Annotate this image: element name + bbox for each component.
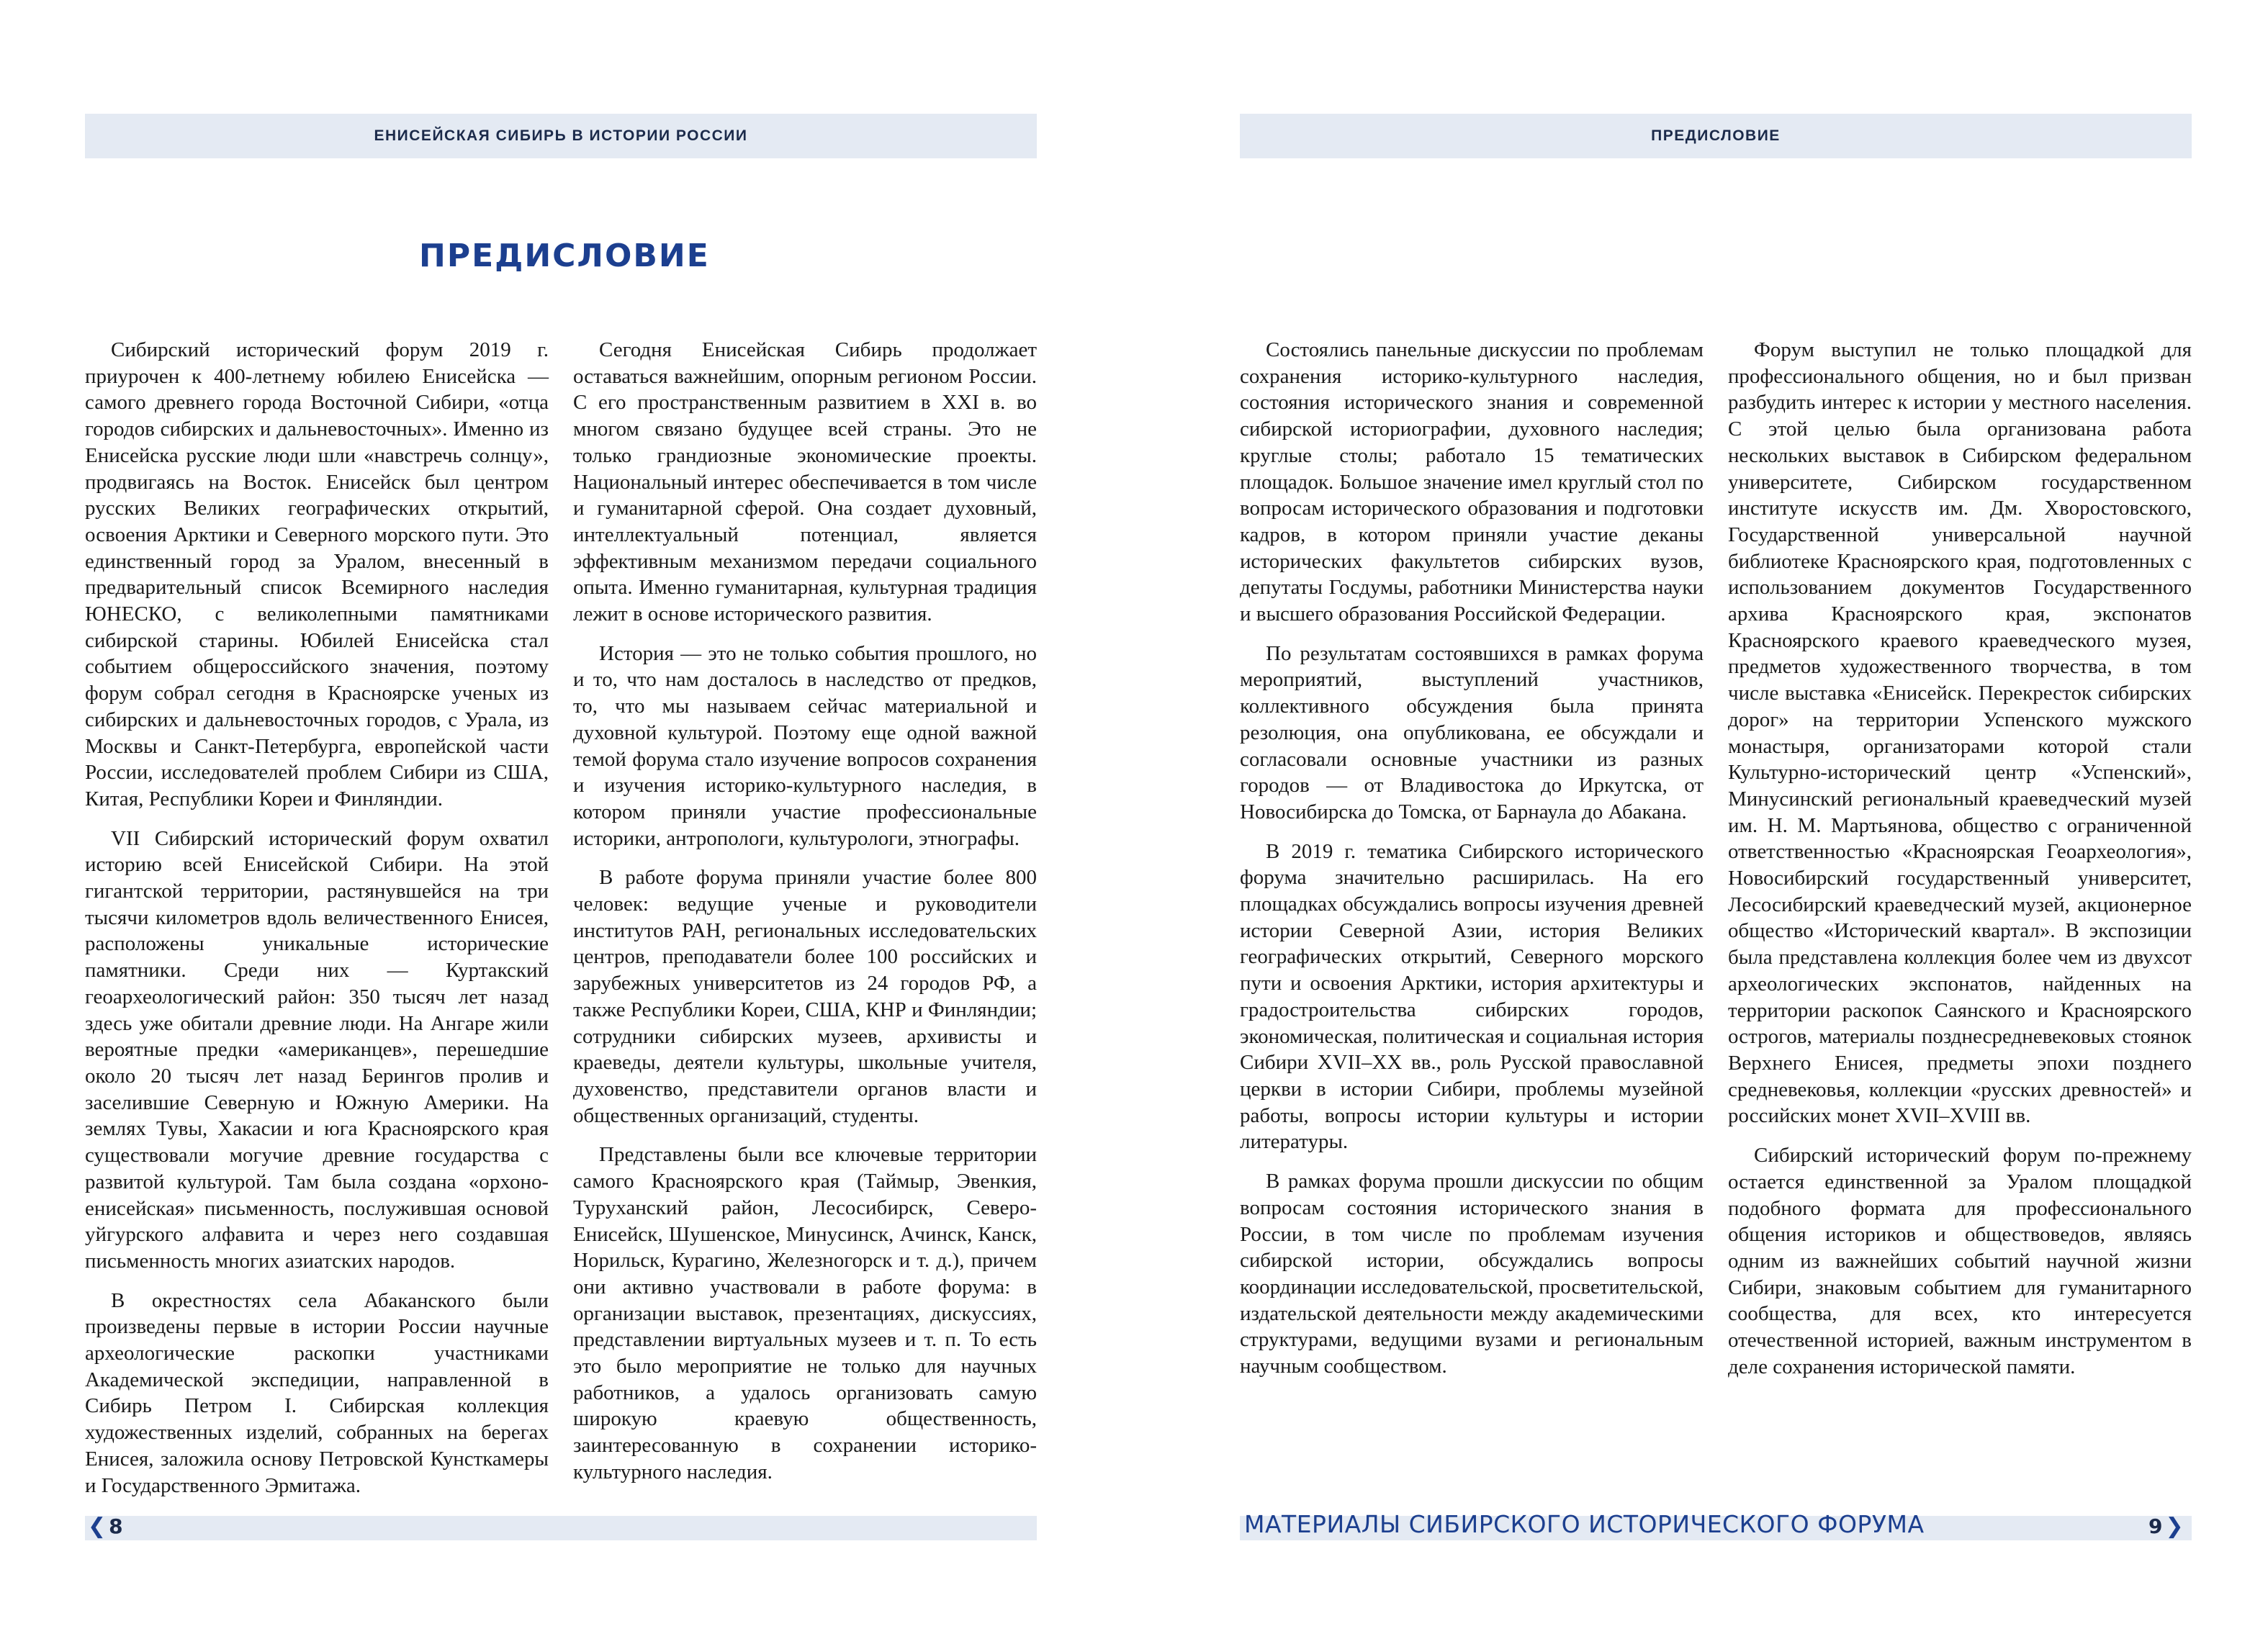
paragraph: Представлены были все ключевые территории самого Красноярского края (Таймыр, Эвенкия, Туруханский район, Лесосибирск, Северо-Енисейск, Шушенское, Минусинск, Ачинск, Канск, Норильск, Курагино, Железногорск и т. д.), причем они активно участвовали в работе форума: в организации выставок, презентациях, дискуссиях, представлении виртуальных музеев и т. п. То есть это было мероприятие не только для научных работников, а удалось организовать самую широкую краевую общественность, заинтересованную в сохранении историко-культурного наследия. xyxy=(573,1143,1037,1483)
paragraph: В окрестностях села Абаканского были произведены первые в истории России научные археологические раскопки участниками Академической экспедиции, направленной в Сибирь Петром I. Сибирская коллекция художественных изделий, собранных на берегах Енисея, заложила основу Петровской Кунсткамеры и Государственного Эрмитажа. xyxy=(85,1288,549,1497)
right-page-number-text: 9 xyxy=(2148,1514,2163,1538)
paragraph: В рамках форума прошли дискуссии по общим вопросам состояния исторического знания в России, в том числе по проблемам изучения сибирской истории, обсуждались вопросы координации исследовательской, просветительской, издательской деятельности между академическими структурами, ведущими вузами и региональным научным сообществом. xyxy=(1240,1170,1704,1378)
right-running-header-text: ПРЕДИСЛОВИЕ xyxy=(1651,127,1781,144)
page-title: ПРЕДИСЛОВИЕ xyxy=(419,238,710,274)
right-running-header xyxy=(1240,114,2192,158)
paragraph: В 2019 г. тематика Сибирского исторического форума значительно расширилась. На его площадках обсуждались вопросы изучения древней истории Северной Азии, история Великих географических открытий, Северного морского пути и освоения Арктики, история архитектуры и градостроительства сибирских городов, экономическая, политическая и социальная история Сибири XVII–XX вв., роль Русской православной церкви в истории Сибири, проблемы музейной работы, вопросы истории культуры и истории литературы. xyxy=(1240,839,1704,1154)
right-page-number xyxy=(2148,1514,2184,1539)
paragraph: VII Сибирский исторический форум охватил историю всей Енисейской Сибири. На этой гигантской территории, растянувшейся на три тысячи километров вдоль величественного Енисея, расположены уникальные исторические памятники. Среди них — Куртакский геоархеологический район: 350 тысяч лет назад здесь уже обитали древние люди. На Ангаре жили вероятные предки «американцев», перешедшие около 20 тысяч лет назад Берингов пролив и заселившие Северную и Южную Америки. На землях Тувы, Хакасии и юга Красноярского края существовали могучие древние государства с развитой культурой. Там была создана «орхоно-енисейская» письменность, послужившая основой уйгурского алфавита и через него создавшая письменность многих азиатских народов. xyxy=(85,826,549,1273)
chevron-right-icon: ❯ xyxy=(2165,1514,2184,1539)
chevron-left-icon: ❮ xyxy=(88,1514,107,1539)
paragraph: История — это не только события прошлого, но и то, что нам досталось в наследство от предков, то, что мы называем сейчас материальной и духовной культурой. Поэтому еще одной важной темой форума стало изучение вопросов сохранения и изучения историко-культурного наследия, в котором приняли участие профессиональные историки, антропологи, культурологи, этнографы. xyxy=(573,641,1037,850)
left-running-header-text: ЕНИСЕЙСКАЯ СИБИРЬ В ИСТОРИИ РОССИИ xyxy=(374,127,748,144)
paragraph: В работе форума приняли участие более 800 человек: ведущие ученые и руководители институтов РАН, региональных исследовательских центров, преподаватели более 100 российских и зарубежных университетов из 24 городов РФ, а также Республики Кореи, США, КНР и Финляндии; сотрудники сибирских музеев, архивисты и краеведы, деятели культуры, школьные учителя, духовенство, представители органов власти и общественных организаций, студенты. xyxy=(573,866,1037,1127)
left-page-number xyxy=(88,1514,123,1539)
paragraph: По результатам состоявшихся в рамках форума мероприятий, выступлений участников, коллективного обсуждения была принята резолюция, она опубликована, ее обсуждали и согласовали основные участники из разных городов — от Владивостока до Иркутска, от Новосибирска до Томска, от Барнаула до Абакана. xyxy=(1240,641,1704,823)
left-page-number-text: 8 xyxy=(109,1514,123,1538)
left-footer-bar xyxy=(85,1516,1037,1540)
paragraph: Сегодня Енисейская Сибирь продолжает оставаться важнейшим, опорным регионом России. С его пространственным развитием в XXI в. во многом связано будущее всей страны. Это не только грандиозные экономические проекты. Национальный интерес обеспечивается в том числе и гуманитарной сферой. Она создает духовный, интеллектуальный потенциал, является эффективным механизмом передачи социального опыта. Именно гуманитарная, культурная традиция лежит в основе исторического развития. xyxy=(573,338,1037,626)
right-column-1 xyxy=(1240,337,1704,1393)
right-column-2 xyxy=(1728,337,2192,1393)
footer-publication-title: МАТЕРИАЛЫ СИБИРСКОГО ИСТОРИЧЕСКОГО ФОРУМА xyxy=(1244,1510,1925,1538)
left-column-1 xyxy=(85,337,549,1512)
paragraph: Форум выступил не только площадкой для профессионального общения, но и был призван разбудить интерес к истории у местного населения. С этой целью была организована работа нескольких выставок в Сибирском федеральном университете, Сибирском государственном институте искусств им. Дм. Хворостовского, Государственной универсальной научной библиотеке Красноярского края, подготовленных с использованием документов Государственного архива Красноярского края, экспонатов Красноярского краевого краеведческого музея, предметов художественного творчества, в том числе выставка «Енисейск. Перекресток сибирских дорог» на территории Успенского мужского монастыря, организаторами которой стали Культурно-исторический центр «Успенский», Минусинский региональный краеведческий музей им. Н. М. Мартьянова, общество с ограниченной ответственностью «Красноярская Геоархеология», Новосибирский государственный университет, Лесосибирский краеведческий музей, акционерное общество «Исторический квартал». В экспозиции была представлена коллекция более чем из двухсот археологических экспонатов, найденных на территории раскопок Саянского и Красноярского острогов, материалы позднесредневековых стоянок Верхнего Енисея, предметы эпохи позднего средневековья, коллекции «русских древностей» и российских монет XVII–XVIII вв. xyxy=(1728,338,2192,1128)
left-running-header xyxy=(85,114,1037,158)
left-column-2 xyxy=(573,337,1037,1499)
paragraph: Сибирский исторический форум по-прежнему остается единственной за Уралом площадкой подобного формата для профессионального общения историков и обществоведов, являясь одним из важнейших событий научной жизни Сибири, знаковым событием для гуманитарного сообщества, для всех, кто интересуется отечественной историей, важным инструментом в деле сохранения исторической памяти. xyxy=(1728,1144,2192,1378)
paragraph: Состоялись панельные дискуссии по проблемам сохранения историко-культурного наследия, состояния исторического знания и современной сибирской историографии, духовного наследия; круглые столы; работало 15 тематических площадок. Большое значение имел круглый стол по вопросам исторического образования и подготовки кадров, в котором приняли участие деканы исторических факультетов сибирских вузов, депутаты Госдумы, работники Министерства науки и высшего образования Российской Федерации. xyxy=(1240,338,1704,626)
paragraph: Сибирский исторический форум 2019 г. приурочен к 400-летнему юбилею Енисейска — самого древнего города Восточной Сибири, «отца городов сибирских и дальневосточных». Именно из Енисейска русские люди шли «навстречь солнцу», продвигаясь на Восток. Енисейск был центром русских Великих географических открытий, освоения Арктики и Северного морского пути. Это единственный город за Уралом, внесенный в предварительный список Всемирного наследия ЮНЕСКО, с великолепными памятниками сибирской старины. Юбилей Енисейска стал событием общероссийского значения, поэтому форум собрал сегодня в Красноярске ученых из сибирских и дальневосточных городов, с Урала, из Москвы и Санкт-Петербурга, европейской части России, исследователей проблем Сибири из США, Китая, Республики Кореи и Финляндии. xyxy=(85,338,549,810)
